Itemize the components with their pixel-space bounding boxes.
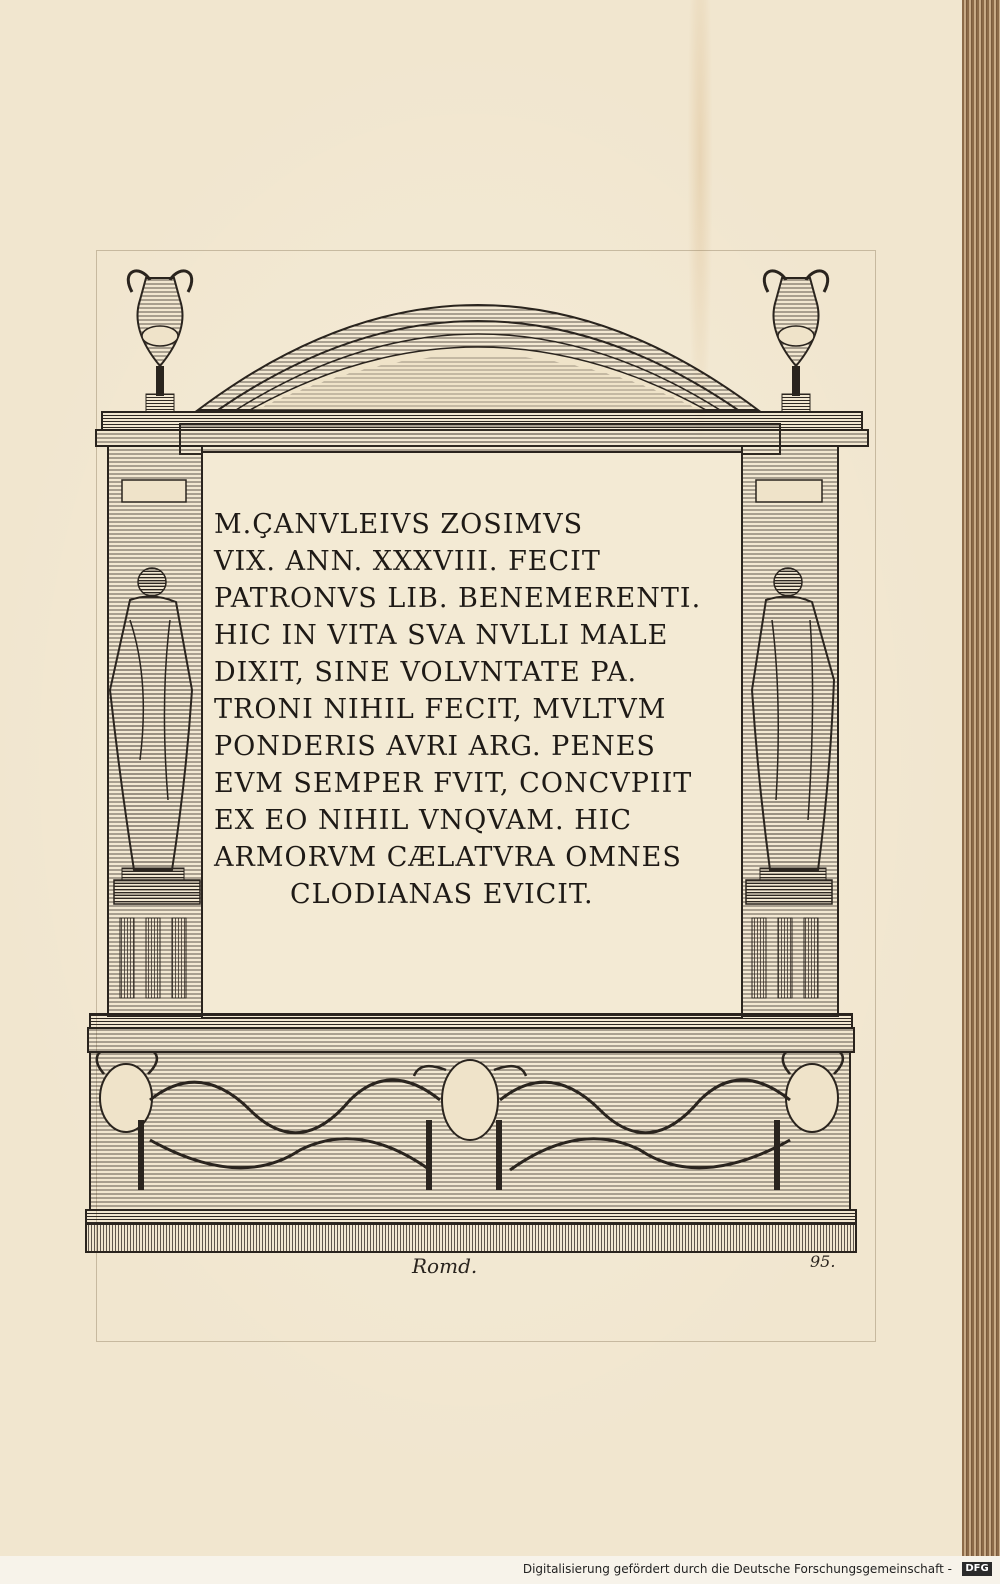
- inscription-line: TRONI NIHIL FECIT, MVLTVM: [214, 694, 667, 725]
- inscription-line: PONDERIS AVRI ARG. PENES: [214, 731, 656, 762]
- inscription-line: ARMORVM CÆLATVRA OMNES: [214, 842, 682, 873]
- inscription-line: VIX. ANN. XXXVIII. FECIT: [214, 546, 601, 577]
- frieze: [90, 1052, 850, 1210]
- left-urn: [128, 271, 191, 412]
- inscription-line: EVM SEMPER FVIT, CONCVPIIT: [214, 768, 693, 799]
- inscription-line: PATRONVS LIB. BENEMERENTI.: [214, 583, 702, 614]
- plinth: [86, 1210, 856, 1252]
- inscription-line: EX EO NIHIL VNQVAM. HIC: [214, 805, 633, 836]
- location-caption: Romd.: [412, 1254, 478, 1278]
- plate-number: 95.: [810, 1252, 836, 1271]
- epitaph-inscription: [214, 506, 754, 913]
- inscription-line: M.ÇANVLEIVS ZOSIMVS: [214, 509, 584, 540]
- right-urn: [764, 271, 827, 412]
- inscription-line: HIC IN VITA SVA NVLLI MALE: [214, 620, 669, 651]
- inscription-line: CLODIANAS EVICIT.: [290, 879, 594, 910]
- dfg-logo: DFG: [962, 1562, 992, 1576]
- book-page-edges: [962, 0, 1000, 1556]
- base-cornice: [88, 1014, 854, 1052]
- inscription-line: DIXIT, SINE VOLVNTATE PA.: [214, 657, 638, 688]
- funding-credit: Digitalisierung gefördert durch die Deutsche Forschungsgemeinschaft -: [522, 1562, 952, 1576]
- arch-pediment: [198, 305, 758, 410]
- digitization-footer: [0, 1556, 1000, 1584]
